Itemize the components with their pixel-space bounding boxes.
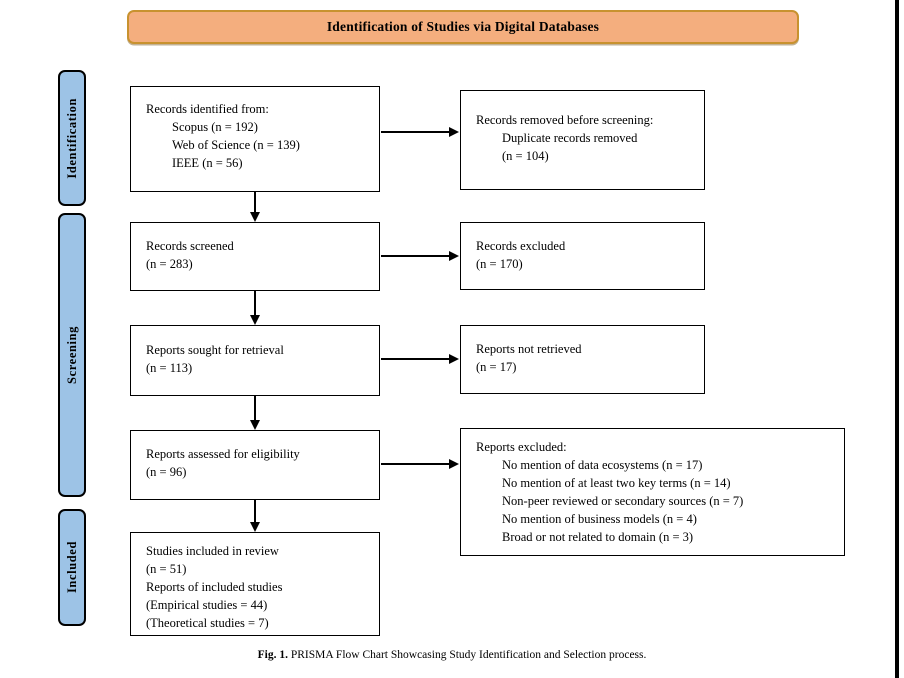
stage-label-identification-text: Identification <box>64 97 79 179</box>
box-text-line: (n = 96) <box>146 465 187 479</box>
box-text-line: Studies included in review <box>146 544 279 558</box>
box-text-line: (n = 17) <box>476 360 517 374</box>
box-text-line: (n = 283) <box>146 257 193 271</box>
box-text-line: Records removed before screening: <box>476 113 654 127</box>
box-text-line: Reports assessed for eligibility <box>146 447 300 461</box>
box-text-line: Records screened <box>146 239 234 253</box>
box-text-line: (Empirical studies = 44) <box>146 598 268 612</box>
box-text-line: Records excluded <box>476 239 566 253</box>
box-text-line: Scopus (n = 192) <box>172 120 258 134</box>
box-text-line: (n = 51) <box>146 562 187 576</box>
figure-caption <box>0 649 904 661</box>
box-studies-included <box>130 532 380 636</box>
box-text-line: (n = 113) <box>146 361 193 375</box>
box-text-line: Broad or not related to domain (n = 3) <box>502 530 694 544</box>
box-text-line: Reports sought for retrieval <box>146 343 284 357</box>
banner <box>127 10 799 44</box>
box-text-line: (Theoretical studies = 7) <box>146 616 269 630</box>
box-text-line: (n = 170) <box>476 257 523 271</box>
box-reports-excluded <box>460 428 845 556</box>
figure-caption-label: Fig. 1. <box>257 649 288 661</box>
banner-title: Identification of Studies via Digital Databases <box>326 19 600 34</box>
stage-label-screening-text: Screening <box>64 326 79 384</box>
box-text-line: Reports excluded: <box>476 440 567 454</box>
box-reports-sought <box>130 325 380 396</box>
figure-caption-text: PRISMA Flow Chart Showcasing Study Identification and Selection process. <box>290 649 647 661</box>
box-text-line: (n = 104) <box>502 149 549 163</box>
box-records-excluded <box>460 222 705 290</box>
box-text-line: No mention of at least two key terms (n = 14) <box>502 476 731 490</box>
stage-label-screening <box>58 213 86 497</box>
page-edge-scan-line <box>895 0 899 678</box>
box-reports-not-retrieved <box>460 325 705 394</box>
stage-label-identification <box>58 70 86 206</box>
box-records-removed <box>460 90 705 190</box>
box-text-line: Records identified from: <box>146 102 269 116</box>
stage-label-included-text: Included <box>64 541 79 594</box>
box-text-line: Reports not retrieved <box>476 342 582 356</box>
box-text-line: IEEE (n = 56) <box>172 156 243 170</box>
box-records-identified <box>130 86 380 192</box>
stage-label-included <box>58 509 86 626</box>
box-text-line: Duplicate records removed <box>502 131 638 145</box>
box-text-line: Web of Science (n = 139) <box>172 138 300 152</box>
box-reports-assessed <box>130 430 380 500</box>
box-text-line: No mention of business models (n = 4) <box>502 512 697 526</box>
box-text-line: Reports of included studies <box>146 580 283 594</box>
box-text-line: Non-peer reviewed or secondary sources (n = 7) <box>502 494 744 508</box>
box-text-line: No mention of data ecosystems (n = 17) <box>502 458 703 472</box>
box-records-screened <box>130 222 380 291</box>
